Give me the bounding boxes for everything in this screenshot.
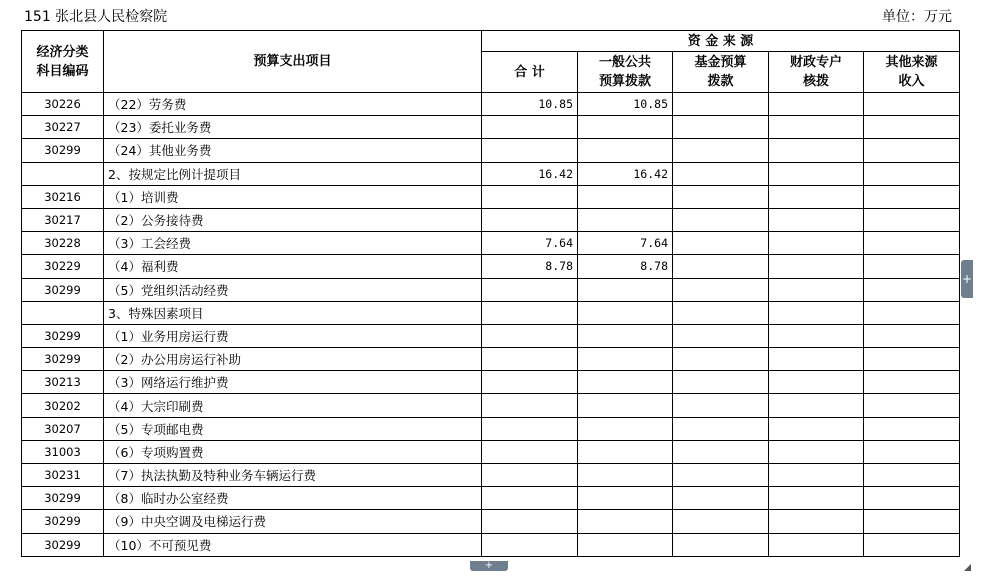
resize-grip-icon[interactable] <box>962 562 972 572</box>
special-fiscal-cell <box>769 232 864 255</box>
special-fiscal-cell <box>769 394 864 417</box>
other-income-cell <box>864 510 960 533</box>
code-cell: 30299 <box>22 278 104 301</box>
plus-icon: + <box>961 272 973 286</box>
total-cell <box>482 348 578 371</box>
item-cell: （22）劳务费 <box>104 93 482 116</box>
code-cell: 30229 <box>22 255 104 278</box>
fund-budget-cell <box>673 301 769 324</box>
special-fiscal-cell <box>769 487 864 510</box>
total-cell: 16.42 <box>482 162 578 185</box>
table-row <box>22 348 960 371</box>
unit-label: 单位：万元 <box>882 9 952 25</box>
item-cell: （8）临时办公室经费 <box>104 487 482 510</box>
other-income-cell <box>864 301 960 324</box>
code-cell: 30299 <box>22 348 104 371</box>
fund-budget-cell <box>673 93 769 116</box>
total-cell <box>482 417 578 440</box>
total-cell <box>482 440 578 463</box>
other-income-cell <box>864 417 960 440</box>
col-header-special-fiscal: 财政专户核拨 <box>769 52 864 93</box>
budget-table <box>21 30 960 557</box>
code-cell: 30216 <box>22 185 104 208</box>
total-cell: 8.78 <box>482 255 578 278</box>
general-budget-cell: 8.78 <box>578 255 673 278</box>
code-cell: 30228 <box>22 232 104 255</box>
table-row <box>22 301 960 324</box>
col-header-total: 合 计 <box>482 52 578 93</box>
code-cell: 30217 <box>22 208 104 231</box>
general-budget-cell <box>578 185 673 208</box>
general-budget-cell: 7.64 <box>578 232 673 255</box>
table-row <box>22 116 960 139</box>
special-fiscal-cell <box>769 533 864 556</box>
table-row <box>22 487 960 510</box>
code-cell: 31003 <box>22 440 104 463</box>
special-fiscal-cell <box>769 348 864 371</box>
special-fiscal-cell <box>769 162 864 185</box>
item-cell: 2、按规定比例计提项目 <box>104 162 482 185</box>
fund-budget-cell <box>673 232 769 255</box>
other-income-cell <box>864 487 960 510</box>
other-income-cell <box>864 440 960 463</box>
total-cell <box>482 139 578 162</box>
item-cell: （4）大宗印刷费 <box>104 394 482 417</box>
table-row <box>22 278 960 301</box>
special-fiscal-cell <box>769 208 864 231</box>
other-income-cell <box>864 232 960 255</box>
fund-budget-cell <box>673 371 769 394</box>
code-cell: 30207 <box>22 417 104 440</box>
table-row <box>22 185 960 208</box>
item-cell: （4）福利费 <box>104 255 482 278</box>
code-cell: 30299 <box>22 139 104 162</box>
table-row <box>22 464 960 487</box>
col-header-other-income: 其他来源收入 <box>864 52 960 93</box>
other-income-cell <box>864 185 960 208</box>
total-cell <box>482 371 578 394</box>
other-income-cell <box>864 348 960 371</box>
general-budget-cell <box>578 510 673 533</box>
code-cell: 30231 <box>22 464 104 487</box>
table-row <box>22 208 960 231</box>
table-row <box>22 255 960 278</box>
general-budget-cell <box>578 301 673 324</box>
special-fiscal-cell <box>769 139 864 162</box>
code-cell <box>22 301 104 324</box>
item-cell: （3）工会经费 <box>104 232 482 255</box>
total-cell <box>482 185 578 208</box>
item-cell: （5）专项邮电费 <box>104 417 482 440</box>
special-fiscal-cell <box>769 464 864 487</box>
fund-budget-cell <box>673 185 769 208</box>
total-cell <box>482 301 578 324</box>
fund-budget-cell <box>673 278 769 301</box>
code-cell: 30299 <box>22 324 104 347</box>
other-income-cell <box>864 255 960 278</box>
special-fiscal-cell <box>769 278 864 301</box>
special-fiscal-cell <box>769 324 864 347</box>
fund-budget-cell <box>673 487 769 510</box>
col-header-fund-budget: 基金预算拨款 <box>673 52 769 93</box>
other-income-cell <box>864 464 960 487</box>
total-cell <box>482 464 578 487</box>
special-fiscal-cell <box>769 185 864 208</box>
code-cell: 30202 <box>22 394 104 417</box>
item-cell: （3）网络运行维护费 <box>104 371 482 394</box>
total-cell <box>482 208 578 231</box>
special-fiscal-cell <box>769 116 864 139</box>
document-title: 151 张北县人民检察院 <box>24 9 168 25</box>
item-cell: （1）业务用房运行费 <box>104 324 482 347</box>
side-expand-handle[interactable] <box>961 260 973 298</box>
col-header-general-budget: 一般公共预算拨款 <box>578 52 673 93</box>
item-cell: （7）执法执勤及特种业务车辆运行费 <box>104 464 482 487</box>
total-cell <box>482 510 578 533</box>
fund-budget-cell <box>673 417 769 440</box>
general-budget-cell <box>578 440 673 463</box>
fund-budget-cell <box>673 464 769 487</box>
general-budget-cell: 16.42 <box>578 162 673 185</box>
code-cell: 30226 <box>22 93 104 116</box>
special-fiscal-cell <box>769 93 864 116</box>
general-budget-cell <box>578 116 673 139</box>
fund-budget-cell <box>673 394 769 417</box>
special-fiscal-cell <box>769 510 864 533</box>
code-cell: 30227 <box>22 116 104 139</box>
table-row <box>22 232 960 255</box>
total-cell <box>482 116 578 139</box>
other-income-cell <box>864 394 960 417</box>
item-cell: （1）培训费 <box>104 185 482 208</box>
col-header-funding-source: 资 金 来 源 <box>482 31 960 52</box>
general-budget-cell <box>578 487 673 510</box>
general-budget-cell <box>578 533 673 556</box>
table-row <box>22 440 960 463</box>
table-body <box>22 93 960 557</box>
table-row <box>22 139 960 162</box>
code-cell: 30299 <box>22 533 104 556</box>
total-cell <box>482 278 578 301</box>
fund-budget-cell <box>673 255 769 278</box>
item-cell: （2）公务接待费 <box>104 208 482 231</box>
fund-budget-cell <box>673 162 769 185</box>
item-cell: （23）委托业务费 <box>104 116 482 139</box>
item-cell: （2）办公用房运行补助 <box>104 348 482 371</box>
item-cell: （6）专项购置费 <box>104 440 482 463</box>
table-row <box>22 510 960 533</box>
item-cell: （10）不可预见费 <box>104 533 482 556</box>
table-row <box>22 324 960 347</box>
general-budget-cell <box>578 371 673 394</box>
table-row <box>22 162 960 185</box>
general-budget-cell <box>578 208 673 231</box>
table-row <box>22 394 960 417</box>
special-fiscal-cell <box>769 417 864 440</box>
code-cell: 30213 <box>22 371 104 394</box>
other-income-cell <box>864 278 960 301</box>
bottom-expand-handle[interactable] <box>470 561 508 571</box>
general-budget-cell <box>578 464 673 487</box>
code-cell <box>22 162 104 185</box>
table-row <box>22 533 960 556</box>
general-budget-cell: 10.85 <box>578 93 673 116</box>
item-cell: （24）其他业务费 <box>104 139 482 162</box>
general-budget-cell <box>578 394 673 417</box>
fund-budget-cell <box>673 533 769 556</box>
fund-budget-cell <box>673 139 769 162</box>
fund-budget-cell <box>673 348 769 371</box>
special-fiscal-cell <box>769 440 864 463</box>
table-row <box>22 417 960 440</box>
code-cell: 30299 <box>22 510 104 533</box>
table-row <box>22 93 960 116</box>
total-cell <box>482 487 578 510</box>
total-cell: 10.85 <box>482 93 578 116</box>
other-income-cell <box>864 116 960 139</box>
total-cell <box>482 324 578 347</box>
other-income-cell <box>864 208 960 231</box>
total-cell: 7.64 <box>482 232 578 255</box>
other-income-cell <box>864 162 960 185</box>
col-header-code: 经济分类科目编码 <box>22 31 104 93</box>
special-fiscal-cell <box>769 371 864 394</box>
general-budget-cell <box>578 278 673 301</box>
fund-budget-cell <box>673 510 769 533</box>
general-budget-cell <box>578 324 673 347</box>
fund-budget-cell <box>673 116 769 139</box>
fund-budget-cell <box>673 440 769 463</box>
item-cell: 3、特殊因素项目 <box>104 301 482 324</box>
other-income-cell <box>864 93 960 116</box>
item-cell: （9）中央空调及电梯运行费 <box>104 510 482 533</box>
item-cell: （5）党组织活动经费 <box>104 278 482 301</box>
other-income-cell <box>864 533 960 556</box>
general-budget-cell <box>578 348 673 371</box>
general-budget-cell <box>578 417 673 440</box>
col-header-item: 预算支出项目 <box>104 31 482 93</box>
plus-icon: + <box>484 560 494 571</box>
general-budget-cell <box>578 139 673 162</box>
special-fiscal-cell <box>769 301 864 324</box>
total-cell <box>482 533 578 556</box>
special-fiscal-cell <box>769 255 864 278</box>
other-income-cell <box>864 139 960 162</box>
fund-budget-cell <box>673 208 769 231</box>
code-cell: 30299 <box>22 487 104 510</box>
other-income-cell <box>864 371 960 394</box>
fund-budget-cell <box>673 324 769 347</box>
other-income-cell <box>864 324 960 347</box>
table-row <box>22 371 960 394</box>
total-cell <box>482 394 578 417</box>
